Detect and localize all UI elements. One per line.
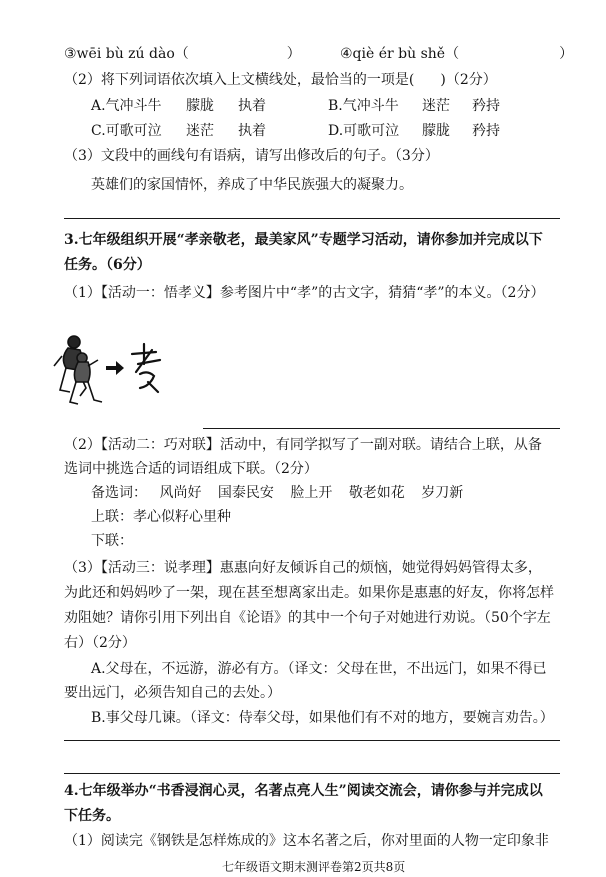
activity-2-line1: （2）【活动二：巧对联】活动中，有同学拟写了一副对联。请结合上联，从备	[64, 437, 542, 453]
option-a-word3: 执着	[238, 98, 266, 114]
page-footer: 七年级语文期末测评卷第2页共8页	[222, 860, 406, 874]
activity-3-line1: （3）【活动三：说孝理】惠惠向好友倾诉自己的烦恼，她觉得妈妈管得太多，	[64, 560, 542, 576]
quote-a-line2: 要出远门，必须告知自己的去处。）	[64, 685, 281, 701]
option-c: C.可歌可泣	[91, 123, 162, 139]
question-3-title-line1: 3.七年级组织开展“孝亲敬老，最美家风”专题学习活动，请你参加并完成以下	[64, 232, 543, 248]
option-word: 国泰民安	[217, 485, 274, 501]
activity-3-line4: 右）（2分）	[64, 635, 136, 651]
question-2-3-stem: （3）文段中的画线句有语病，请写出修改后的句子。（3分）	[64, 148, 439, 164]
option-b-word3: 矜持	[472, 98, 500, 114]
pinyin-3-text: ③wēi bù zú dào（	[64, 46, 189, 62]
activity-3-line3: 劝阻她？请你引用下列出自《论语》的其中一个句子对她进行劝说。（50个字左	[64, 610, 551, 626]
stem-text: （2）将下列词语依次填入上文横线处，最恰当的一项是(	[64, 72, 415, 88]
answer-line[interactable]	[203, 428, 560, 429]
lower-couplet-answer[interactable]	[140, 531, 320, 551]
answer-line[interactable]	[64, 740, 560, 741]
person-carrying-elder-icon	[54, 336, 102, 404]
quote-a-line1: A.父母在，不远游，游必有方。（译文：父母在世，不出远门，如果不得已	[91, 661, 547, 677]
option-c-word3: 执着	[238, 123, 266, 139]
arrow-right-icon	[106, 361, 124, 375]
pinyin-item-4	[340, 44, 573, 64]
option-b-word2: 迷茫	[422, 98, 450, 114]
activity-1: （1）【活动一：悟孝义】参考图片中“孝”的古文字，猜猜“孝”的本义。（2分）	[64, 285, 545, 301]
option-text: A.气冲斗牛	[91, 98, 162, 114]
option-d-word2: 朦胧	[422, 123, 450, 139]
pinyin-item-3	[64, 44, 301, 64]
faulty-sentence: 英雄们的家国情怀，养成了中华民族强大的凝聚力。	[91, 177, 413, 193]
option-a-word2: 朦胧	[186, 98, 214, 114]
paren-close: ）	[286, 46, 301, 62]
question-4-title-line2: 下任务。	[64, 808, 120, 824]
option-word: 脸上开	[290, 485, 333, 501]
activity-3-line2: 为此还和妈妈吵了一架，现在甚至想离家出走。如果你是惠惠的好友，你将怎样	[64, 585, 554, 601]
option-c-word2: 迷茫	[186, 123, 214, 139]
question-4-sub1: （1）阅读完《钢铁是怎样炼成的》这本名著之后，你对里面的人物一定印象非	[64, 833, 549, 849]
option-words-row	[91, 483, 463, 503]
question-3-title-line2: 任务。（6分）	[64, 257, 151, 273]
answer-line[interactable]	[64, 773, 560, 774]
option-word: 敬老如花	[348, 485, 405, 501]
option-word: 风尚好	[159, 485, 202, 501]
stem-close: )（2分）	[440, 72, 497, 88]
quote-b: B.事父母几谏。（译文：侍奉父母，如果他们有不对的地方，要婉言劝告。）	[91, 710, 554, 726]
option-b: B.气冲斗牛	[328, 98, 399, 114]
options-label: 备选词：	[91, 485, 147, 501]
upper-couplet: 上联：孝心似籽心里种	[91, 509, 231, 525]
filial-piety-illustration	[52, 330, 182, 410]
option-d: D.可歌可泣	[328, 123, 400, 139]
activity-2-line2: 选词中挑选合适的词语组成下联。（2分）	[64, 461, 318, 477]
option-a	[91, 96, 162, 116]
lower-couplet-label: 下联：	[91, 533, 133, 549]
ancient-xiao-character-icon	[132, 344, 160, 392]
question-4-title-line1: 4.七年级举办“书香浸润心灵，名著点亮人生”阅读交流会，请你参与并完成以	[64, 783, 543, 799]
paren-close: ）	[559, 46, 574, 62]
option-d-word3: 矜持	[472, 123, 500, 139]
question-2-2-stem	[64, 70, 497, 90]
option-word: 岁刀新	[421, 485, 464, 501]
pinyin-4-text: ④qiè ér bù shě（	[340, 46, 460, 62]
answer-line[interactable]	[64, 218, 560, 219]
